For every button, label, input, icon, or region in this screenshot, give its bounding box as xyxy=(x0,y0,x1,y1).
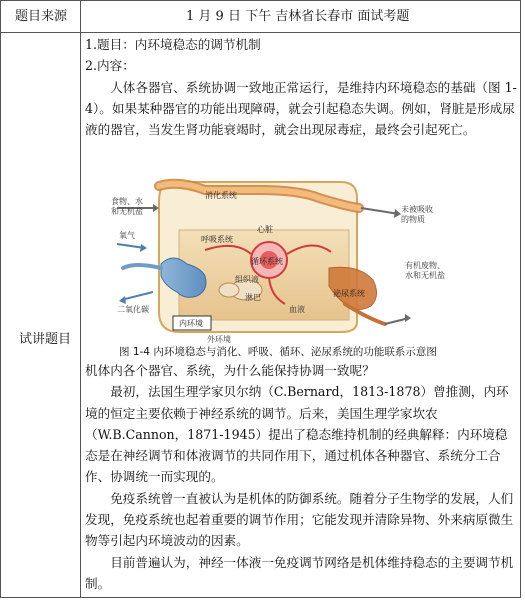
topic-title: 1.题目：内环境稳态的调节机制 xyxy=(85,37,261,52)
label-heart: 心脏 xyxy=(257,225,273,234)
column-divider xyxy=(80,1,81,597)
topic-label: 试讲题目 xyxy=(19,332,72,347)
label-co2: 二氧化碳 xyxy=(117,305,149,314)
source-value: 1 月 9 日 下午 吉林省长春市 面试考题 xyxy=(186,9,410,24)
label-lymph: 淋巴 xyxy=(245,293,261,302)
question-line: 机体内各个器官、系统，为什么能保持协调一致呢？ xyxy=(85,363,375,378)
label-internal-environment: 内环境 xyxy=(179,319,203,328)
label-oxygen: 氧气 xyxy=(119,231,135,240)
label-external-environment: 外环境 xyxy=(207,335,231,344)
label-blood: 血液 xyxy=(289,305,305,314)
label-waste: 有机废物、水和无机盐 xyxy=(405,261,445,280)
content-heading: 2.内容： xyxy=(85,58,135,74)
source-label: 题目来源 xyxy=(15,9,68,24)
label-tissue-fluid: 组织液 xyxy=(235,275,259,284)
paragraph-4: 目前普遍认为，神经一体液一免疫调节网络是机体维持稳态的主要调节机制。 xyxy=(85,554,514,591)
label-food: 食物、水和无机盐 xyxy=(111,197,143,216)
label-digestive: 消化系统 xyxy=(205,191,237,200)
figure-illustration xyxy=(109,172,501,346)
label-respiratory: 呼吸系统 xyxy=(201,235,233,244)
label-urinary: 泌尿系统 xyxy=(333,289,365,298)
label-circulatory: 循环系统 xyxy=(251,257,283,266)
paragraph-2: 最初，法国生理学家贝尔纳（C.Bernard，1813-1878）曾推测，内环境的恒定主要依赖于神经系统的调节。后来，美国生理学家坎农（W.B.Cannon，1871-1945）提出了稳态维持机制的经典解释：内环境稳态是在神经调节和体液调节的共同作用下，通过机体各种器官、系统分工合作、协调统一而实现的。 xyxy=(85,384,509,485)
label-undigested: 未被吸收的物质 xyxy=(401,205,433,224)
figure-caption: 图 1-4 内环境稳态与消化、呼吸、循环、泌尿系统的功能联系示意图 xyxy=(119,346,437,358)
discussion-content xyxy=(85,360,517,594)
paragraph-3: 免疫系统曾一直被认为是机体的防御系统。随着分子生物学的发展，人们发现，免疫系统也起着重要的调节作用；它能发现并清除异物、外来病原微生物等引起内环境波动的因素。 xyxy=(85,490,514,549)
paragraph-1: 人体各器官、系统协调一致地正常运行，是维持内环境稳态的基础（图 1-4）。如果某种器官的功能出现障碍，就会引起稳态失调。例如，肾脏是形成尿液的器官，当发生肾功能衰竭时，就会出现尿毒症，最终会引起死亡。 xyxy=(85,79,517,138)
topic-content xyxy=(85,34,517,140)
